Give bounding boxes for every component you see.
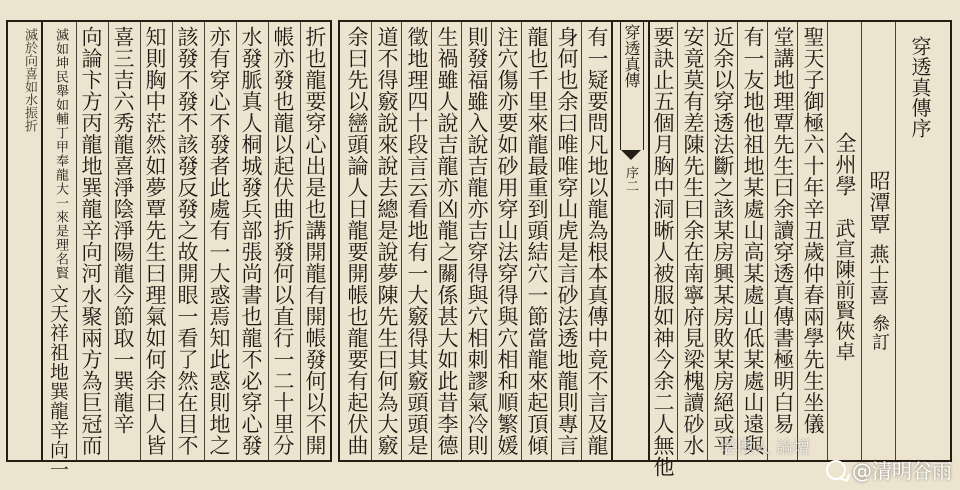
text-column-small: 滅如坤民舉如輔丁甲奉龍大一來是理名賢 xyxy=(53,28,68,280)
text-column: 余曰先以巒頭論人日龍要開帳也龍要有起伏曲 xyxy=(345,26,369,456)
column-rule xyxy=(767,22,768,460)
column-rule xyxy=(581,22,582,460)
column-rule xyxy=(521,22,522,460)
preface-column: 安竟莫有差陳先生曰余在南寧府見梁槐讀砂水 xyxy=(681,26,705,456)
editor-line: 武宣陳前賢俠卓 xyxy=(832,218,856,362)
text-column: 該發不發不該發反發之故開眼一看了然在目不 xyxy=(175,26,199,456)
text-column: 則發福雖入說吉龍亦吉穿得與穴相刺謬氣冷則 xyxy=(465,26,489,456)
column-rule xyxy=(431,22,432,460)
preface-column: 近余以穿透法斷之該某房興某房敗某房絕或平 xyxy=(711,26,735,456)
text-column: 帳亦發也龍以起伏曲折發何以直行一二十里分 xyxy=(271,26,295,456)
column-rule xyxy=(707,22,708,460)
account-watermark xyxy=(826,455,952,484)
column-rule xyxy=(300,22,301,460)
text-column: 知則胸中茫然如夢覃先生曰理氣如何余曰人皆 xyxy=(143,26,167,456)
column-rule xyxy=(648,22,650,460)
editor-line: 全州學 xyxy=(833,132,857,197)
text-column: 折也龍要穿心出是也講開龍有開帳發何以不開 xyxy=(303,26,327,456)
fragment-text: 滅於向喜如水振折 xyxy=(22,28,37,132)
forum-watermark: 堪輿人 論壇 xyxy=(719,438,810,458)
text-column: 道不得竅說來說去總是說夢陳先生曰何為大竅 xyxy=(375,26,399,456)
column-rule xyxy=(371,22,372,460)
left-page xyxy=(6,20,332,479)
column-rule xyxy=(737,22,738,460)
column-rule xyxy=(677,22,678,460)
column-rule xyxy=(461,22,462,460)
column-rule xyxy=(491,22,492,460)
text-column: 水發脈真人桐城發兵部張尚書也龍不必穿心發 xyxy=(239,26,263,456)
text-column: 喜三吉六秀龍喜淨陰淨陽龍今節取一巽龍辛 xyxy=(111,26,135,435)
column-rule xyxy=(895,22,896,460)
preface-column: 要訣止五個月胸中洞晰人被服如神今余二人無他 xyxy=(651,26,675,478)
column-rule xyxy=(204,22,205,460)
preface-column: 堂講地理覃先生曰余讀穿透真傳書極明白易 xyxy=(771,26,795,435)
fishtail-mark xyxy=(621,150,641,160)
text-column: 注穴傷亦要如砂用穿山法穿得與穴相和順繁媛 xyxy=(495,26,519,456)
column-rule xyxy=(797,22,798,460)
column-rule xyxy=(861,22,862,460)
editor-line: 燕士喜 xyxy=(866,244,890,306)
column-rule xyxy=(827,22,828,460)
text-column: 有一疑要問凡地以龍為根本真傳中竟不言及龍 xyxy=(585,26,609,456)
column-rule xyxy=(268,22,269,460)
column-rule xyxy=(41,22,43,460)
column-rule xyxy=(76,22,77,460)
previous-page-fragment xyxy=(12,28,40,458)
column-rule xyxy=(108,22,109,460)
preface-title: 穿透真傳序 xyxy=(908,36,932,139)
weibo-logo-icon xyxy=(826,460,846,480)
center-fold-title: 穿透真傳 xyxy=(622,24,641,88)
text-column: 向論卞方丙龍地巽龍辛向河水聚兩方為巨冠而 xyxy=(79,26,103,456)
text-column: 龍也千里來龍最重到頭結穴一節當龍來起頂傾 xyxy=(525,26,549,456)
editor-line: 昭潭覃 xyxy=(867,170,891,235)
text-column: 身何也余曰唯唯穿山虎是言砂法透地龍則專言 xyxy=(555,26,579,456)
column-rule xyxy=(236,22,237,460)
text-column: 生禍雖人說吉龍亦凶龍之關係甚大如此昔李德 xyxy=(435,26,459,456)
preface-column: 聖天子御極六十年辛丑歲仲春兩學先生坐儀 xyxy=(801,26,825,435)
column-rule xyxy=(140,22,141,460)
account-handle: @清明谷雨 xyxy=(852,459,952,483)
preface-column: 有一友地他祖地某處山高某處山低某處山遠與 xyxy=(741,26,765,456)
column-rule xyxy=(401,22,402,460)
center-fold-section: 序二 xyxy=(623,166,638,192)
column-rule xyxy=(611,22,613,460)
column-rule xyxy=(551,22,552,460)
column-rule xyxy=(172,22,173,460)
text-column: 亦有穿心不發者此處有一大惑焉知此惑則地之 xyxy=(207,26,231,456)
text-column: 徵地理四十段言云看地有一大竅得其竅頭頭是 xyxy=(405,26,429,456)
editor-role: 叅訂 xyxy=(869,314,890,351)
text-column-tail: 文天祥祖地巽龍辛向一 xyxy=(47,284,69,479)
